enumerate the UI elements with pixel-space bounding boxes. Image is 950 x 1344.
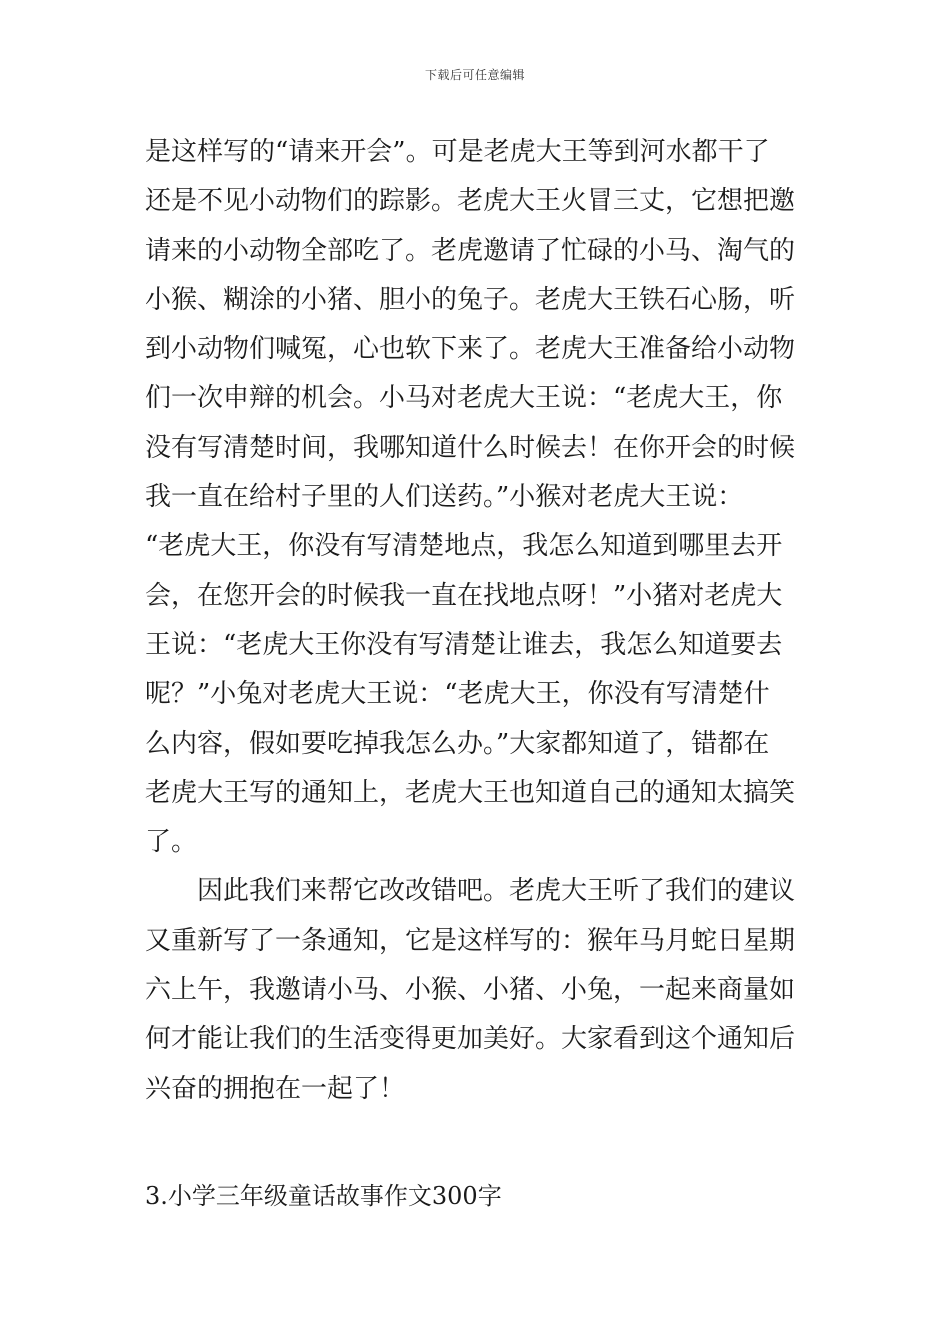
section-heading: 3.小学三年级童话故事作文300字 — [145, 1182, 502, 1210]
text-line: 没有写清楚时间，我哪知道什么时候去！在你开会的时候 — [145, 432, 796, 463]
text-line: 兴奋的拥抱在一起了！ — [145, 1073, 406, 1104]
text-line: 我一直在给村子里的人们送药。”小猴对老虎大王说： — [145, 482, 744, 513]
text-line: 因此我们来帮它改改错吧。老虎大王听了我们的建议 — [145, 876, 796, 907]
text-line: 么内容，假如要吃掉我怎么办。”大家都知道了，错都在 — [145, 728, 770, 759]
text-line: 小猴、糊涂的小猪、胆小的兔子。老虎大王铁石心肠，听 — [145, 284, 796, 315]
text-line: 六上午，我邀请小马、小猴、小猪、小兔，一起来商量如 — [145, 975, 796, 1006]
text-line: 呢？”小兔对老虎大王说：“老虎大王，你没有写清楚什 — [145, 679, 770, 710]
text-line: 又重新写了一条通知，它是这样写的：猴年马月蛇日星期 — [145, 925, 796, 956]
text-line: 请来的小动物全部吃了。老虎邀请了忙碌的小马、淘气的 — [145, 235, 796, 266]
story-body — [145, 128, 810, 1114]
text-line: 还是不见小动物们的踪影。老虎大王火冒三丈，它想把邀 — [145, 186, 796, 217]
text-line: 了。 — [145, 827, 198, 858]
text-line: 会，在您开会的时候我一直在找地点呀！”小猪对老虎大 — [145, 580, 783, 611]
text-line: 到小动物们喊冤，心也软下来了。老虎大王准备给小动物 — [145, 334, 796, 365]
text-line: “老虎大王，你没有写清楚地点，我怎么知道到哪里去开 — [145, 531, 783, 562]
page-header: 下载后可任意编辑 — [424, 68, 525, 82]
text-line: 王说：“老虎大王你没有写清楚让谁去，我怎么知道要去 — [145, 629, 783, 660]
text-line: 们一次申辩的机会。小马对老虎大王说：“老虎大王，你 — [145, 383, 783, 414]
text-line: 老虎大王写的通知上，老虎大王也知道自己的通知太搞笑 — [145, 777, 796, 808]
text-line: 何才能让我们的生活变得更加美好。大家看到这个通知后 — [145, 1024, 796, 1055]
text-line: 是这样写的“请来开会”。可是老虎大王等到河水都干了 — [145, 137, 770, 167]
